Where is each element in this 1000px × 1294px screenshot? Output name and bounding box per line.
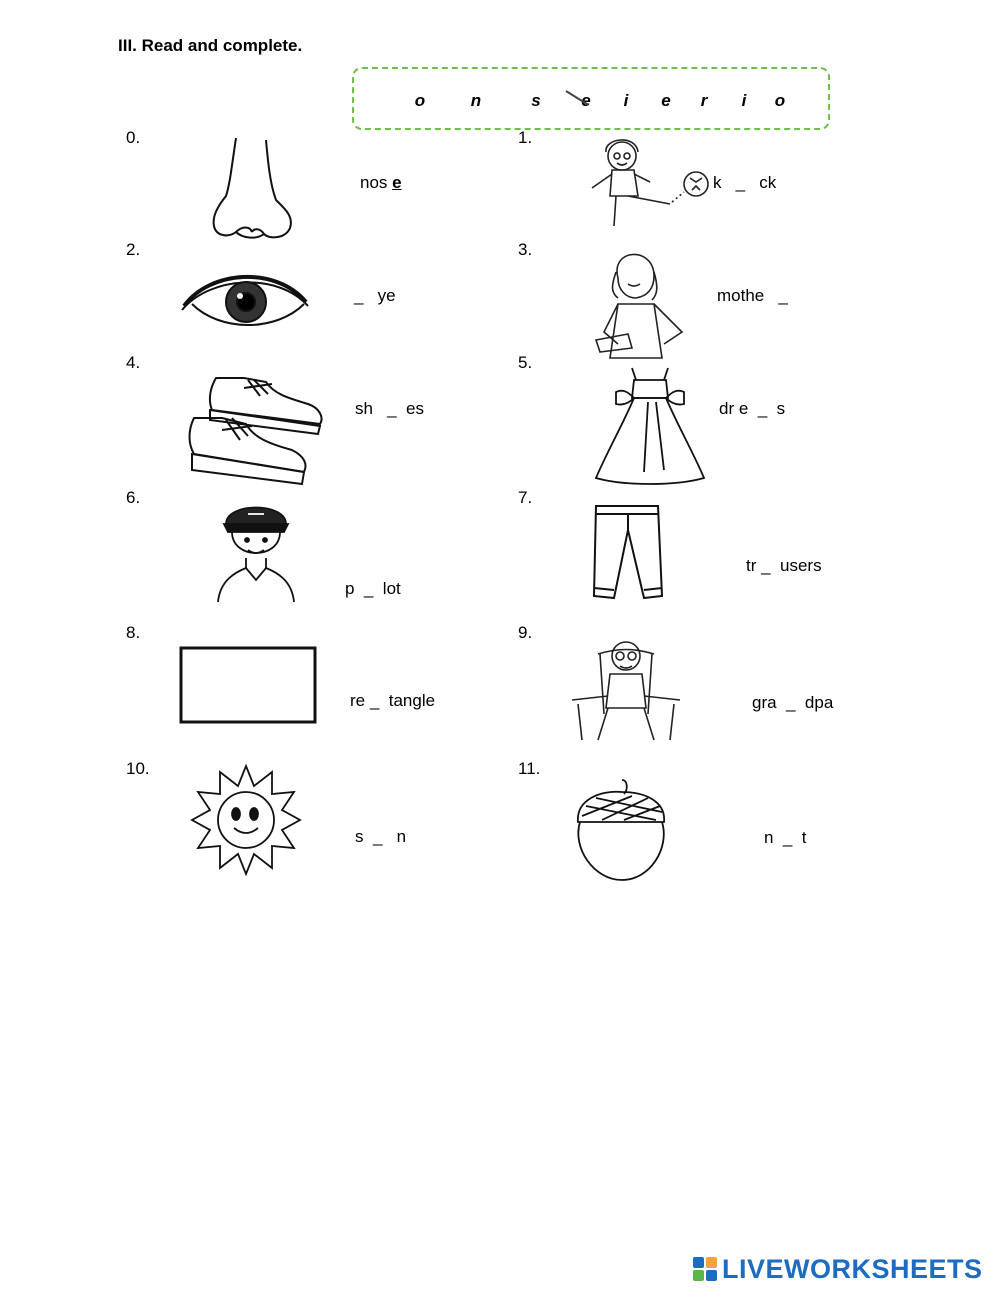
letter-bank-letter: r xyxy=(700,91,708,110)
word-trousers[interactable]: tr _ users xyxy=(746,556,822,575)
item-number: 6. xyxy=(126,488,141,507)
word-text: nos xyxy=(360,173,393,192)
letter-bank-letter: s xyxy=(531,91,541,110)
nut-icon xyxy=(572,776,670,882)
letter-bank-letter: o xyxy=(774,91,786,110)
word-sun[interactable]: s _ n xyxy=(355,827,407,846)
girl-kicking-ball-icon xyxy=(584,130,712,230)
item-number: 3. xyxy=(518,240,533,259)
word-grandpa[interactable]: gra _ dpa xyxy=(752,693,834,712)
item-number: 8. xyxy=(126,623,141,642)
nose-icon xyxy=(206,134,298,242)
eye-icon xyxy=(180,266,310,330)
pilot-icon xyxy=(216,496,296,602)
letter-bank xyxy=(352,67,830,130)
liveworksheets-brand xyxy=(692,1254,983,1284)
word-eye[interactable]: _ ye xyxy=(354,286,396,305)
letter-bank-letter: i xyxy=(623,91,629,110)
letter-bank-letter: o xyxy=(414,91,426,110)
word-dress[interactable]: dr e _ s xyxy=(719,399,786,418)
exercise-heading: III. Read and complete. xyxy=(118,36,303,55)
trousers-icon xyxy=(590,502,664,600)
item-number: 4. xyxy=(126,353,141,372)
item-number: 2. xyxy=(126,240,141,259)
item-number: 7. xyxy=(518,488,533,507)
item-number: 1. xyxy=(518,128,533,147)
brand-name: LIVEWORKSHEETS xyxy=(722,1253,983,1284)
item-number: 5. xyxy=(518,353,533,372)
mother-reading-icon xyxy=(588,248,688,360)
sun-icon xyxy=(188,762,304,878)
word-rectangle[interactable]: re _ tangle xyxy=(350,691,436,710)
letter-bank-letter: i xyxy=(741,91,747,110)
word-mother[interactable]: mothe _ xyxy=(717,286,788,305)
letter-bank-letter: e xyxy=(661,91,671,110)
rectangle-icon xyxy=(179,646,317,724)
word-kick[interactable]: k _ ck xyxy=(713,173,777,192)
answer-letter: e xyxy=(392,173,402,192)
item-number: 10. xyxy=(126,759,150,778)
item-number: 0. xyxy=(126,128,141,147)
word-nose[interactable] xyxy=(360,173,402,193)
liveworksheets-logo-icon xyxy=(692,1256,718,1282)
shoes-icon xyxy=(188,374,324,490)
word-pilot[interactable]: p _ lot xyxy=(345,579,401,598)
item-number: 11. xyxy=(518,759,541,778)
item-number: 9. xyxy=(518,623,533,642)
word-nut[interactable]: n _ t xyxy=(764,828,807,847)
letter-bank-letter-used: e xyxy=(581,91,591,110)
word-shoes[interactable]: sh _ es xyxy=(355,399,424,418)
grandpa-icon xyxy=(568,634,684,742)
letter-bank-letter: n xyxy=(470,91,482,110)
dress-icon xyxy=(594,362,706,486)
